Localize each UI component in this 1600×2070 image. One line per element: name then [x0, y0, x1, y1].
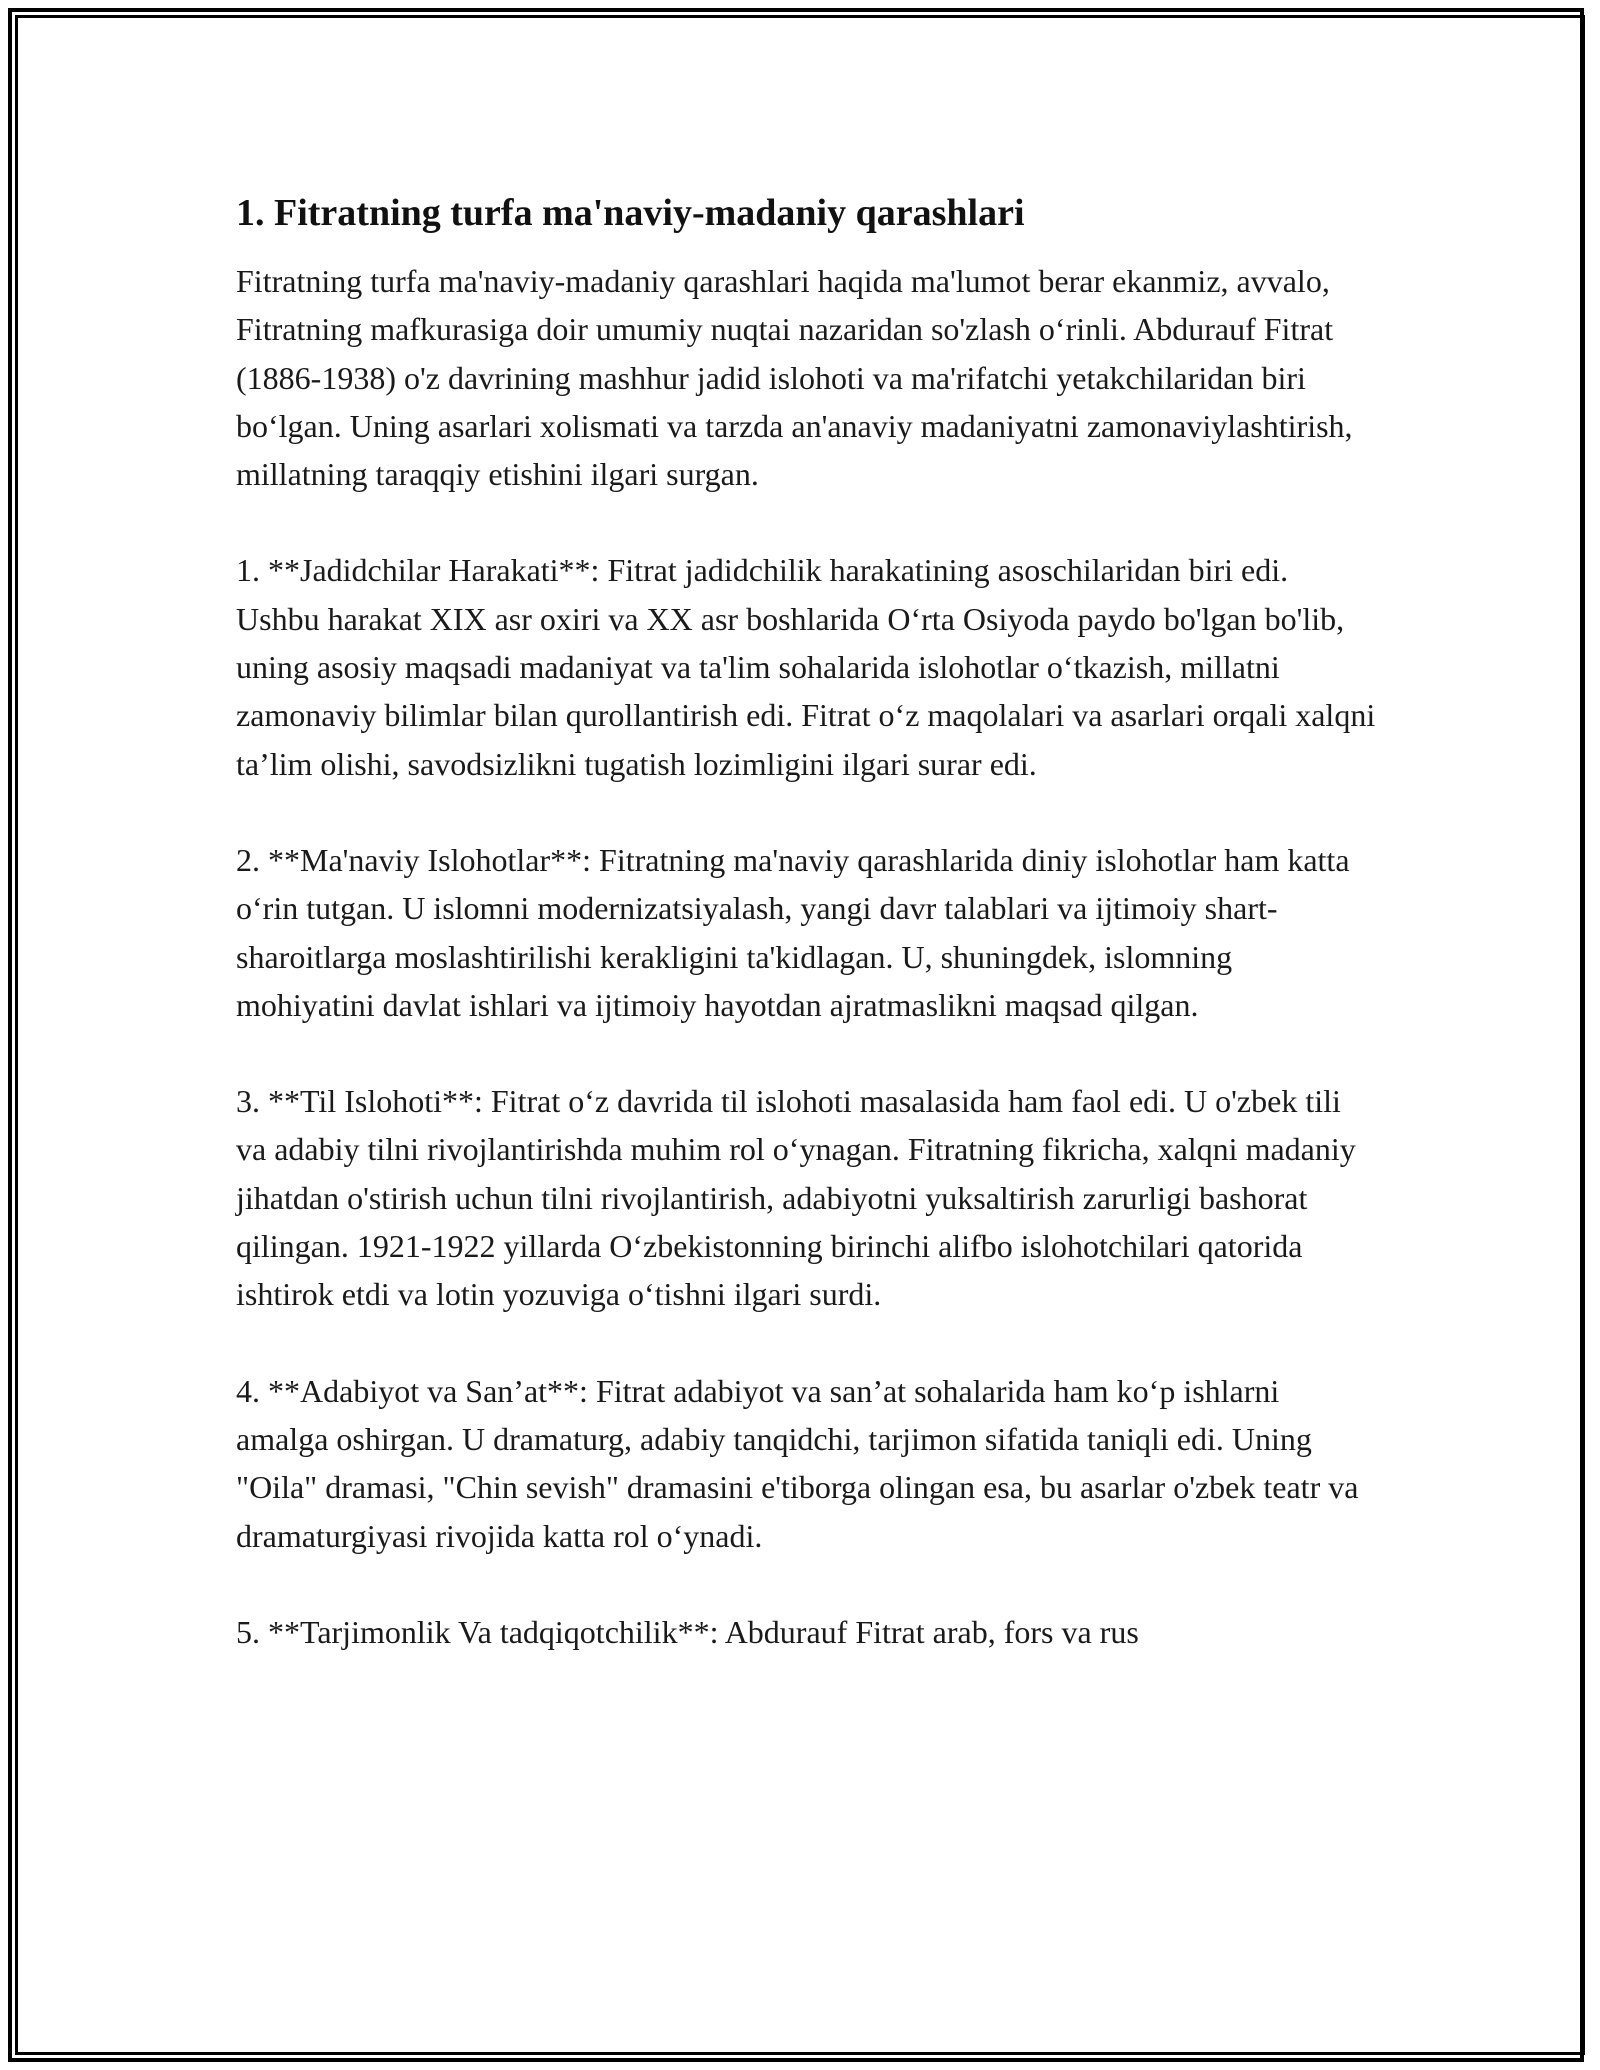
- list-item-adabiyot-sanat: 4. **Adabiyot va San’at**: Fitrat adabiyot va san’at sohalarida ham ko‘p ishlarni amalga oshirgan. U dramaturg, adabiy tanqidchi, tarjimon sifatida taniqli edi. Uning "Oila" dramasi, "Chin sevish" dramasini e'tiborga olingan esa, bu asarlar o'zbek teatr va dramaturgiyasi rivojida katta rol o‘ynadi.: [236, 1372, 1359, 1554]
- list-item-tarjimonlik: 5. **Tarjimonlik Va tadqiqotchilik**: Abdurauf Fitrat arab, fors va rus: [236, 1613, 1139, 1650]
- list-item-til-islohoti: 3. **Til Islohoti**: Fitrat o‘z davrida til islohoti masalasida ham faol edi. U o'zbek tili va adabiy tilni rivojlantirishda muhim rol o‘ynagan. Fitratning fikricha, xalqni madaniy jihatdan o'stirish uchun tilni rivojlantirish, adabiyotni yuksaltirish zarurligi bashorat qilingan. 1921-1922 yillarda O‘zbekistonning birinchi alifbo islohotchilari qatorida ishtirok etdi va lotin yozuviga o‘tishni ilgari surdi.: [236, 1083, 1356, 1313]
- list-item-jadidchilar: 1. **Jadidchilar Harakati**: Fitrat jadidchilik harakatining asoschilaridan biri edi. Ushbu harakat XIX asr oxiri va XX asr boshlarida O‘rta Osiyoda paydo bo'lgan bo'lib, uning asosiy maqsadi madaniyat va ta'lim sohalarida islohotlar o‘tkazish, millatni zamonaviy bilimlar bilan qurollantirish edi. Fitrat o‘z maqolalari va asarlari orqali xalqni ta’lim olishi, savodsizlikni tugatish lozimligini ilgari surar edi.: [236, 552, 1376, 782]
- section-heading: 1. Fitratning turfa ma'naviy-madaniy qarashlari: [236, 192, 1025, 234]
- document-body: [236, 186, 1376, 1656]
- intro-paragraph: Fitratning turfa ma'naviy-madaniy qarashlari haqida ma'lumot berar ekanmiz, avvalo, Fitratning mafkurasiga doir umumiy nuqtai nazaridan so'zlash o‘rinli. Abdurauf Fitrat (1886-1938) o'z davrining mashhur jadid islohoti va ma'rifatchi yetakchilaridan biri bo‘lgan. Uning asarlari xolismati va tarzda an'anaviy madaniyatni zamonaviylashtirish, millatning taraqqiy etishini ilgari surgan.: [236, 263, 1353, 493]
- list-item-manaviy-islohotlar: 2. **Ma'naviy Islohotlar**: Fitratning ma'naviy qarashlarida diniy islohotlar ham katta o‘rin tutgan. U islomni modernizatsiyalash, yangi davr talablari va ijtimoiy shart-sharoitlarga moslashtirilishi kerakligini ta'kidlagan. U, shuningdek, islomning mohiyatini davlat ishlari va ijtimoiy hayotdan ajratmaslikni maqsad qilgan.: [236, 841, 1350, 1023]
